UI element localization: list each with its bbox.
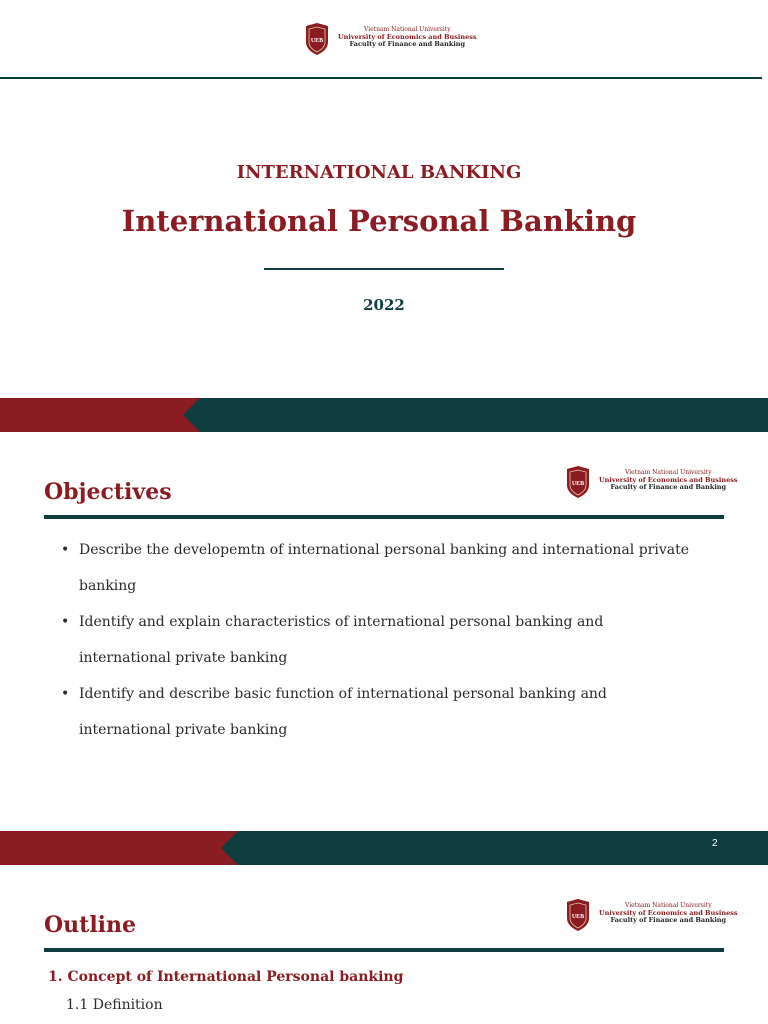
logo-mark: UEB	[571, 481, 585, 487]
logo-line-3: Faculty of Finance and Banking	[610, 483, 727, 492]
logo-line-2: University of Economics and Business	[599, 908, 738, 917]
header-divider	[0, 77, 762, 79]
logo-line-3: Faculty of Finance and Banking	[610, 916, 727, 925]
outline-heading: Outline	[44, 912, 137, 938]
ueb-logo	[304, 22, 477, 54]
objectives-list	[44, 532, 734, 748]
logo-mark: UEB	[310, 38, 324, 44]
logo-line-2: University of Economics and Business	[599, 475, 738, 484]
ueb-shield-icon	[565, 465, 591, 497]
ueb-logo-slide3	[565, 898, 738, 930]
list-item: • Describe the developemtn of international personal banking and international private banking	[44, 532, 734, 604]
ueb-shield-icon	[304, 22, 330, 54]
logo-line-1: Vietnam National University	[363, 26, 451, 34]
ueb-logo-slide2	[565, 465, 738, 497]
page-number: 2	[712, 838, 718, 849]
outline-subsection-1-1: 1.1 Definition	[66, 997, 163, 1013]
logo-line-3: Faculty of Finance and Banking	[349, 40, 466, 49]
outline-section-1: 1. Concept of International Personal banking	[48, 969, 404, 985]
logo-line-1: Vietnam National University	[624, 902, 712, 910]
ueb-shield-icon	[565, 898, 591, 930]
logo-line-2: University of Economics and Business	[338, 32, 477, 41]
logo-mark: UEB	[571, 914, 585, 920]
slide-year: 2022	[363, 296, 405, 314]
slide1-footer-band	[0, 398, 768, 432]
course-title: INTERNATIONAL BANKING	[236, 162, 522, 183]
logo-line-1: Vietnam National University	[624, 469, 712, 477]
title-underline	[264, 268, 504, 270]
slide2-footer-band	[0, 831, 768, 865]
list-item: • Identify and describe basic function of international personal banking and international private banking	[44, 676, 699, 748]
objectives-heading: Objectives	[44, 479, 172, 505]
list-item: • Identify and explain characteristics of international personal banking and international private banking	[44, 604, 679, 676]
outline-divider	[44, 948, 724, 952]
slide-title: International Personal Banking	[121, 204, 637, 238]
objectives-divider	[44, 515, 724, 519]
